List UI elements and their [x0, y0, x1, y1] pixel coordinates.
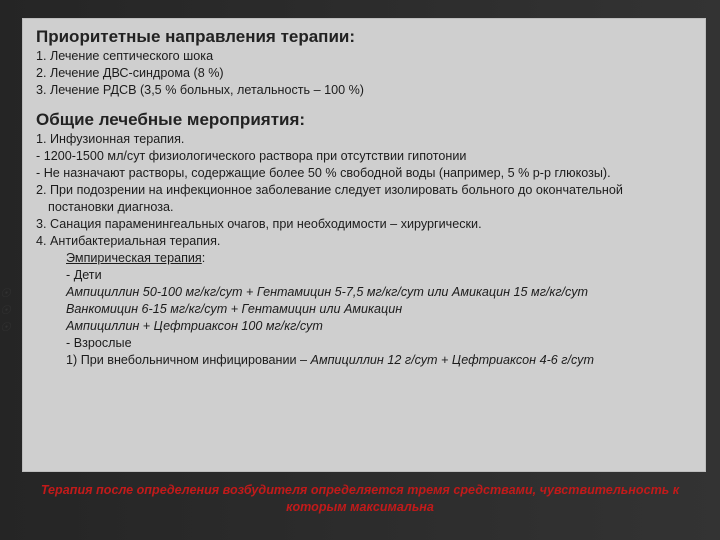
regimen-bullet-3-text: Ампициллин + Цефтриаксон 100 мг/кг/сут [66, 319, 323, 333]
priority-item-2: 2. Лечение ДВС-синдрома (8 %) [36, 66, 224, 80]
adults-item-1-regimen: Ампициллин 12 г/сут + Цефтриаксон 4-6 г/сут [310, 353, 594, 367]
measure-item-1b: - Не назначают растворы, содержащие более 50 % свободной воды (например, 5 % р-р глюкозы). [36, 166, 611, 180]
adults-item-1 [36, 352, 686, 369]
priority-item-1: 1. Лечение септического шока [36, 49, 214, 63]
empiric-therapy-heading [36, 250, 686, 267]
measure-item-1: 1. Инфузионная терапия. [36, 132, 185, 146]
adults-item-1-prefix: 1) При внебольничном инфицировании – [66, 353, 311, 367]
empiric-therapy-colon: : [201, 251, 206, 265]
adults-label: - Взрослые [66, 336, 132, 350]
regimen-bullet-2 [0, 301, 686, 318]
gear-bullet-icon: ☉ [0, 320, 11, 334]
slide-content [0, 26, 686, 369]
measure-item-4: 4. Антибактериальная терапия. [36, 234, 221, 248]
section-title-general-measures: Общие лечебные мероприятия: [36, 110, 306, 129]
gear-bullet-icon: ☉ [0, 303, 11, 317]
measure-item-1a: - 1200-1500 мл/сут физиологического раствора при отсутствии гипотонии [36, 149, 467, 163]
regimen-bullet-1-text: Ампициллин 50-100 мг/кг/сут + Гентамицин 5-7,5 мг/кг/сут или Амикацин 15 мг/кг/сут [66, 285, 589, 299]
footer-note: Терапия после определения возбудителя определяется тремя средствами, чувствительность к которым максимальна [40, 483, 680, 514]
children-label: - Дети [66, 268, 102, 282]
section-title-priorities: Приоритетные направления терапии: [36, 27, 356, 46]
measure-item-3: 3. Санация параменингеальных очагов, при необходимости – хирургически. [36, 217, 482, 231]
priority-item-3: 3. Лечение РДСВ (3,5 % больных, летальность – 100 %) [36, 83, 365, 97]
regimen-bullet-2-text: Ванкомицин 6-15 мг/кг/сут + Гентамицин или Амикацин [66, 302, 403, 316]
empiric-therapy-label: Эмпирическая терапия [66, 251, 202, 265]
regimen-bullet-3 [0, 318, 686, 335]
gear-bullet-icon: ☉ [0, 286, 11, 300]
regimen-bullet-1 [0, 284, 686, 301]
measure-item-2: 2. При подозрении на инфекционное заболевание следует изолировать больного до окончательной постановки диагноза. [36, 183, 623, 214]
